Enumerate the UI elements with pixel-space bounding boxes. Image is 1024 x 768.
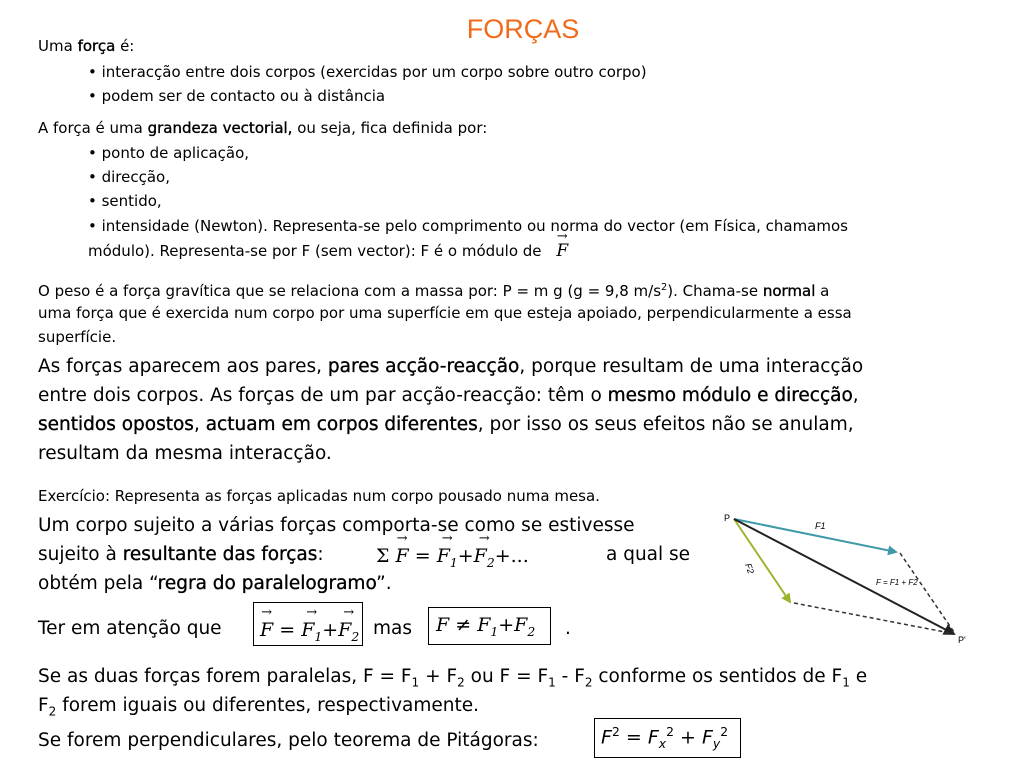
paralelas-h: forem iguais ou diferentes, respectivamente. — [56, 695, 479, 716]
eq2-f: F — [436, 614, 450, 636]
paralelas-s2: 2 — [457, 675, 465, 690]
formula-f2-letter: F — [473, 545, 487, 567]
resultante-line-2-end: a qual se — [606, 544, 691, 565]
equation-3 — [601, 725, 728, 751]
pares-l2-c: , — [852, 385, 859, 406]
formula-eq: = — [414, 545, 431, 567]
pares-l1-a: As forças aparecem aos pares, — [38, 356, 328, 377]
eq2-f1-letter: F — [477, 614, 491, 636]
resultante-formula — [376, 545, 529, 570]
resultante-line-3 — [38, 569, 392, 598]
equation-2 — [436, 614, 535, 639]
formula-f1-letter: F — [436, 545, 450, 567]
equation-box-1 — [253, 602, 363, 646]
eq1-eq: = — [279, 619, 296, 641]
vector-f-symbol: → F — [556, 239, 568, 263]
vectorial-bullet-4: • intensidade (Newton). Representa-se pelo comprimento ou norma do vector (em Física, chamamos — [88, 217, 848, 235]
resultant-label: F = F1 + F2 — [876, 578, 918, 587]
vectorial-bullet-2: • direcção, — [88, 168, 171, 186]
formula-f2-sub: 2 — [486, 555, 495, 570]
formula-f: → F — [395, 545, 408, 567]
eq1-f2 — [338, 619, 359, 644]
peso-line-1 — [38, 276, 829, 303]
vectorial-bullet-1: • ponto de aplicação, — [88, 144, 250, 162]
pares-l3-term-1: sentidos opostos — [38, 414, 194, 435]
formula-f2 — [474, 545, 495, 570]
f1-label: F1 — [815, 521, 826, 531]
vectorial-bullet-5-text: módulo). Representa-se por F (sem vector): F é o módulo de — [88, 242, 542, 260]
eq1-f1-letter: F — [301, 619, 315, 641]
pares-l3-term-2: actuam em corpos diferentes — [205, 414, 478, 435]
eq3-p2: 2 — [666, 725, 674, 739]
point-p-label: P — [724, 513, 731, 523]
peso-text-a: O peso é a força gravítica que se relaciona com a massa por: P = m g (g = 9,8 m/s — [38, 282, 662, 300]
paralelas-s1: 1 — [411, 675, 420, 690]
equation-1 — [260, 619, 359, 644]
paralelas-f: e — [849, 666, 868, 687]
dashed-side-2 — [794, 603, 950, 633]
eq2-neq: ≠ — [455, 614, 472, 636]
vectorial-bullet-5 — [88, 239, 568, 263]
resultante-l2-a: sujeito à — [38, 544, 123, 565]
resultante-l2-c: : — [317, 544, 324, 565]
pares-l2-term: mesmo módulo e direcção — [607, 385, 853, 406]
atencao-text: Ter em atenção que — [38, 618, 222, 639]
formula-tail: +... — [494, 545, 529, 567]
pares-l2-a: entre dois corpos. As forças de um par acção-reacção: têm o — [38, 385, 608, 406]
f2-arrow — [734, 519, 790, 602]
atencao-period: . — [565, 618, 571, 639]
peso-normal-term: normal — [762, 282, 816, 300]
point-pprime-label: P' — [958, 635, 966, 645]
paralelas-g: F — [38, 695, 49, 716]
peso-line-2: uma força que é exercida num corpo por uma superfície em que esteja apoiado, perpendicularmente a essa — [38, 304, 852, 322]
paralelas-line-2 — [38, 691, 479, 727]
eq3-fy: F — [701, 726, 713, 749]
paralelas-b: + F — [419, 666, 458, 687]
peso-sup: 2 — [661, 282, 668, 293]
definition-suffix: é: — [115, 37, 135, 55]
eq2-plus: + — [498, 614, 515, 636]
formula-plus: + — [457, 545, 474, 567]
eq2-f1-sub: 1 — [490, 624, 499, 639]
vectorial-prefix: A força é uma — [38, 119, 148, 137]
pares-line-1 — [38, 352, 863, 381]
paralelas-a: Se as duas forças forem paralelas, F = F — [38, 666, 412, 687]
definition-bullet-2: • podem ser de contacto ou à distância — [88, 87, 386, 105]
paralelas-s5: 1 — [842, 675, 850, 690]
eq1-f1 — [301, 619, 322, 644]
paralelas-e: conforme os sentidos de F — [592, 666, 843, 687]
pares-line-3 — [38, 410, 854, 439]
pares-l3-d: , por isso os seus efeitos não se anulam, — [477, 414, 854, 435]
resultant-arrow — [734, 519, 954, 634]
vectorial-suffix: ou seja, fica definida por: — [292, 119, 488, 137]
resultante-l3-c: ”. — [376, 573, 392, 594]
pares-line-4: resultam da mesma interacção. — [38, 443, 332, 464]
eq1-f1-sub: 1 — [314, 629, 323, 644]
exercicio-text: Exercício: Representa as forças aplicadas num corpo pousado numa mesa. — [38, 487, 600, 505]
eq3-x: x — [658, 737, 667, 752]
paralelas-c: ou F = F — [464, 666, 549, 687]
resultante-line-1: Um corpo sujeito a várias forças comporta-se como se estivesse — [38, 515, 635, 536]
eq3-p1: 2 — [611, 725, 620, 739]
eq1-f2-sub: 2 — [351, 629, 360, 644]
definition-bullet-1: • interacção entre dois corpos (exercidas por um corpo sobre outro corpo) — [88, 63, 647, 81]
paralelas-d: - F — [555, 666, 585, 687]
definition-line — [38, 34, 134, 58]
resultante-line-2 — [38, 540, 324, 569]
resultante-l3-term: regra do paralelogramo — [157, 573, 377, 594]
eq3-plus: + — [679, 726, 696, 749]
formula-f1-sub: 1 — [449, 555, 458, 570]
equation-box-2 — [428, 607, 551, 645]
peso-line-3: superfície. — [38, 328, 117, 346]
eq1-plus: + — [322, 619, 339, 641]
pares-l1-c: , porque resultam de uma interacção — [519, 356, 864, 377]
pares-line-2 — [38, 381, 859, 410]
resultante-l2-term: resultante das forças — [122, 544, 318, 565]
eq3-p3: 2 — [720, 725, 729, 739]
peso-text-c: a — [815, 282, 830, 300]
page-title: FORÇAS — [466, 14, 580, 44]
vectorial-term: grandeza vectorial, — [147, 119, 293, 137]
eq2-f2-letter: F — [514, 614, 528, 636]
sum-symbol: Σ — [376, 545, 390, 567]
f2-label: F2 — [742, 561, 756, 576]
eq3-fx: F — [647, 726, 659, 749]
pares-l1-term: pares acção-reacção — [327, 356, 520, 377]
parallelogram-diagram — [718, 505, 978, 655]
definition-term: força — [77, 37, 116, 55]
peso-text-b: ). Chama-se — [667, 282, 763, 300]
eq3-f: F — [601, 726, 612, 749]
equation-box-3 — [594, 718, 741, 758]
eq1-f: → F — [260, 619, 273, 641]
definition-prefix: Uma — [38, 37, 78, 55]
vectorial-bullet-3: • sentido, — [88, 192, 162, 210]
paralelas-s4: 2 — [584, 675, 593, 690]
paralelas-s6: 2 — [48, 704, 57, 719]
mas-text: mas — [373, 618, 412, 639]
resultante-l3-a: obtém pela “ — [38, 573, 158, 594]
eq3-eq: = — [625, 726, 642, 749]
paralelas-s3: 1 — [548, 675, 556, 690]
vectorial-line — [38, 116, 487, 140]
eq3-y: y — [712, 737, 721, 752]
pares-l3-sep: , — [193, 414, 206, 435]
eq1-f2-letter: F — [338, 619, 352, 641]
perpendiculares-text: Se forem perpendiculares, pelo teorema de Pitágoras: — [38, 730, 539, 751]
eq2-f2-sub: 2 — [527, 624, 536, 639]
formula-f1 — [437, 545, 458, 570]
